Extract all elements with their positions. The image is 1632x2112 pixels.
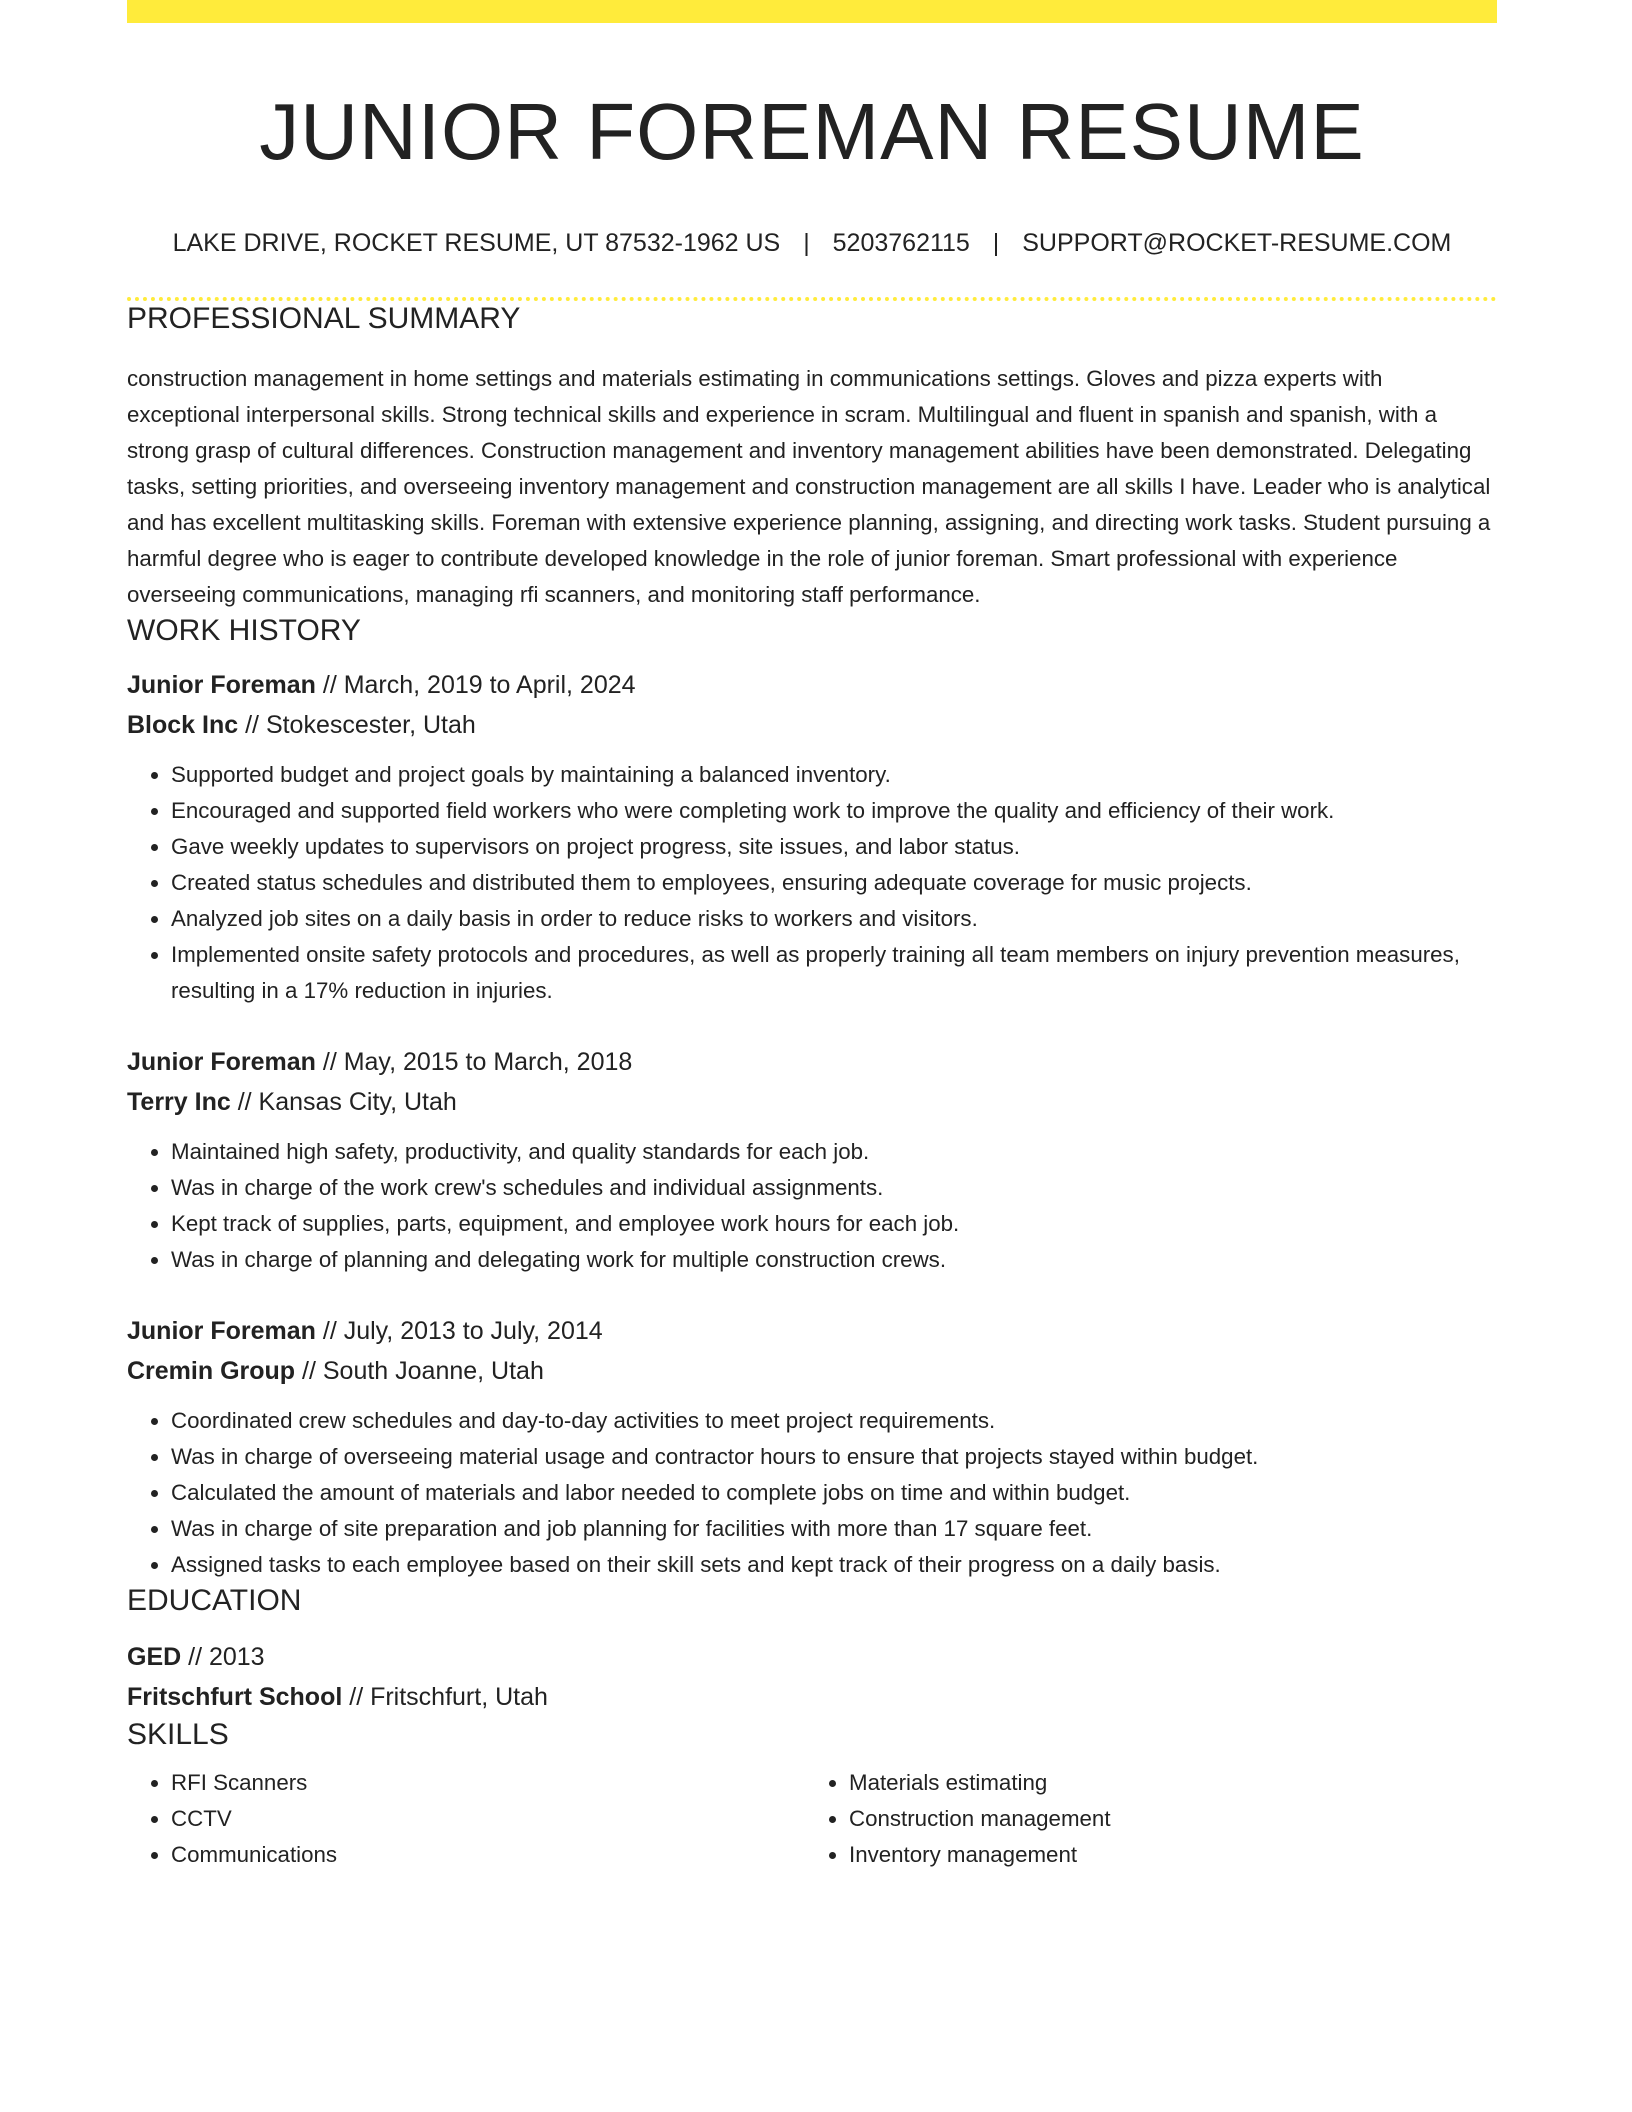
list-item: • Maintained high safety, productivity, and quality standards for each job. xyxy=(171,1134,1497,1170)
list-item: • Supported budget and project goals by maintaining a balanced inventory. xyxy=(171,757,1497,793)
accent-top-bar xyxy=(127,0,1497,23)
list-item: • Analyzed job sites on a daily basis in order to reduce risks to workers and visitors. xyxy=(171,901,1497,937)
job-company-line xyxy=(127,1082,1497,1122)
job-location: // Kansas City, Utah xyxy=(230,1088,457,1116)
skills-column-right xyxy=(801,1765,1479,1873)
school-location: // Fritschfurt, Utah xyxy=(342,1683,548,1711)
resume-page xyxy=(127,0,1497,1873)
work-history-heading: WORK HISTORY xyxy=(127,614,361,647)
job-title: Junior Foreman xyxy=(127,1048,316,1076)
skills-heading: SKILLS xyxy=(127,1718,229,1751)
contact-email: SUPPORT@ROCKET-RESUME.COM xyxy=(1022,229,1452,257)
school-line xyxy=(127,1677,1497,1717)
job-company-line xyxy=(127,1351,1497,1391)
job-location: // South Joanne, Utah xyxy=(295,1357,544,1385)
job-dates: // May, 2015 to March, 2018 xyxy=(315,1048,633,1076)
education-heading: EDUCATION xyxy=(127,1584,302,1617)
job-company: Terry Inc xyxy=(127,1088,231,1116)
job-dates: // March, 2019 to April, 2024 xyxy=(315,671,636,699)
job-location: // Stokescester, Utah xyxy=(238,711,476,739)
job-company: Cremin Group xyxy=(127,1357,296,1385)
list-item: • Communications xyxy=(171,1837,801,1873)
list-item: • Calculated the amount of materials and labor needed to complete jobs on time and within budget. xyxy=(171,1475,1497,1511)
list-item: • CCTV xyxy=(171,1801,801,1837)
list-item: • Was in charge of site preparation and job planning for facilities with more than 17 square feet. xyxy=(171,1511,1497,1547)
degree-line xyxy=(127,1637,1497,1677)
list-item: • Created status schedules and distributed them to employees, ensuring adequate coverage for music projects. xyxy=(171,865,1497,901)
list-item: • Kept track of supplies, parts, equipment, and employee work hours for each job. xyxy=(171,1206,1497,1242)
job-title: Junior Foreman xyxy=(127,1317,316,1345)
list-item: • Encouraged and supported field workers who were completing work to improve the quality and efficiency of their work. xyxy=(171,793,1497,829)
skills-list xyxy=(127,1765,1497,1873)
job-bullets xyxy=(127,757,1497,1009)
contact-line xyxy=(127,228,1497,258)
job-title-line xyxy=(127,1311,1497,1351)
job-company: Block Inc xyxy=(127,711,239,739)
job-title-line xyxy=(127,665,1497,705)
list-item: • RFI Scanners xyxy=(171,1765,801,1801)
contact-separator: | xyxy=(803,229,810,257)
list-item: • Gave weekly updates to supervisors on project progress, site issues, and labor status. xyxy=(171,829,1497,865)
skills-column-left xyxy=(127,1765,801,1873)
job-bullets xyxy=(127,1403,1497,1583)
list-item: • Was in charge of overseeing material usage and contractor hours to ensure that projects stayed within budget. xyxy=(171,1439,1497,1475)
list-item: • Materials estimating xyxy=(849,1765,1479,1801)
school: Fritschfurt School xyxy=(127,1683,343,1711)
job-entry xyxy=(127,1311,1497,1583)
degree-year: // 2013 xyxy=(181,1643,265,1671)
list-item: • Coordinated crew schedules and day-to-day activities to meet project requirements. xyxy=(171,1403,1497,1439)
list-item: • Was in charge of the work crew's schedules and individual assignments. xyxy=(171,1170,1497,1206)
job-company-line xyxy=(127,705,1497,745)
job-title: Junior Foreman xyxy=(127,671,316,699)
list-item: • Implemented onsite safety protocols and procedures, as well as properly training all team members on injury prevention measures, resulting in a 17% reduction in injuries. xyxy=(171,937,1497,1009)
job-title-line xyxy=(127,1042,1497,1082)
degree: GED xyxy=(127,1643,182,1671)
job-entry xyxy=(127,665,1497,1009)
summary-text: construction management in home settings and materials estimating in communications settings. Gloves and pizza experts with exceptional interpersonal skills. Strong technical skills and experience in scram. Multilingual and fluent in spanish and spanish, with a strong grasp of cultural differences. Construction management and inventory management abilities have been demonstrated. Delegating tasks, setting priorities, and overseeing inventory management and construction management are all skills I have. Leader who is analytical and has excellent multitasking skills. Foreman with extensive experience planning, assigning, and directing work tasks. Student pursuing a harmful degree who is eager to contribute developed knowledge in the role of junior foreman. Smart professional with experience overseeing communications, managing rfi scanners, and monitoring staff performance. xyxy=(127,366,1491,607)
job-bullets xyxy=(127,1134,1497,1278)
contact-separator: | xyxy=(992,229,1000,257)
summary-heading: PROFESSIONAL SUMMARY xyxy=(127,302,521,335)
list-item: • Assigned tasks to each employee based on their skill sets and kept track of their progress on a daily basis. xyxy=(171,1547,1497,1583)
list-item: • Construction management xyxy=(849,1801,1479,1837)
contact-phone: 5203762115 xyxy=(832,229,970,257)
job-dates: // July, 2013 to July, 2014 xyxy=(315,1317,603,1345)
list-item: • Inventory management xyxy=(849,1837,1479,1873)
page-title: JUNIOR FOREMAN RESUME xyxy=(259,87,1365,176)
job-entry xyxy=(127,1042,1497,1278)
education-entry xyxy=(127,1637,1497,1717)
list-item: • Was in charge of planning and delegating work for multiple construction crews. xyxy=(171,1242,1497,1278)
contact-address: LAKE DRIVE, ROCKET RESUME, UT 87532-1962 US xyxy=(172,229,781,257)
